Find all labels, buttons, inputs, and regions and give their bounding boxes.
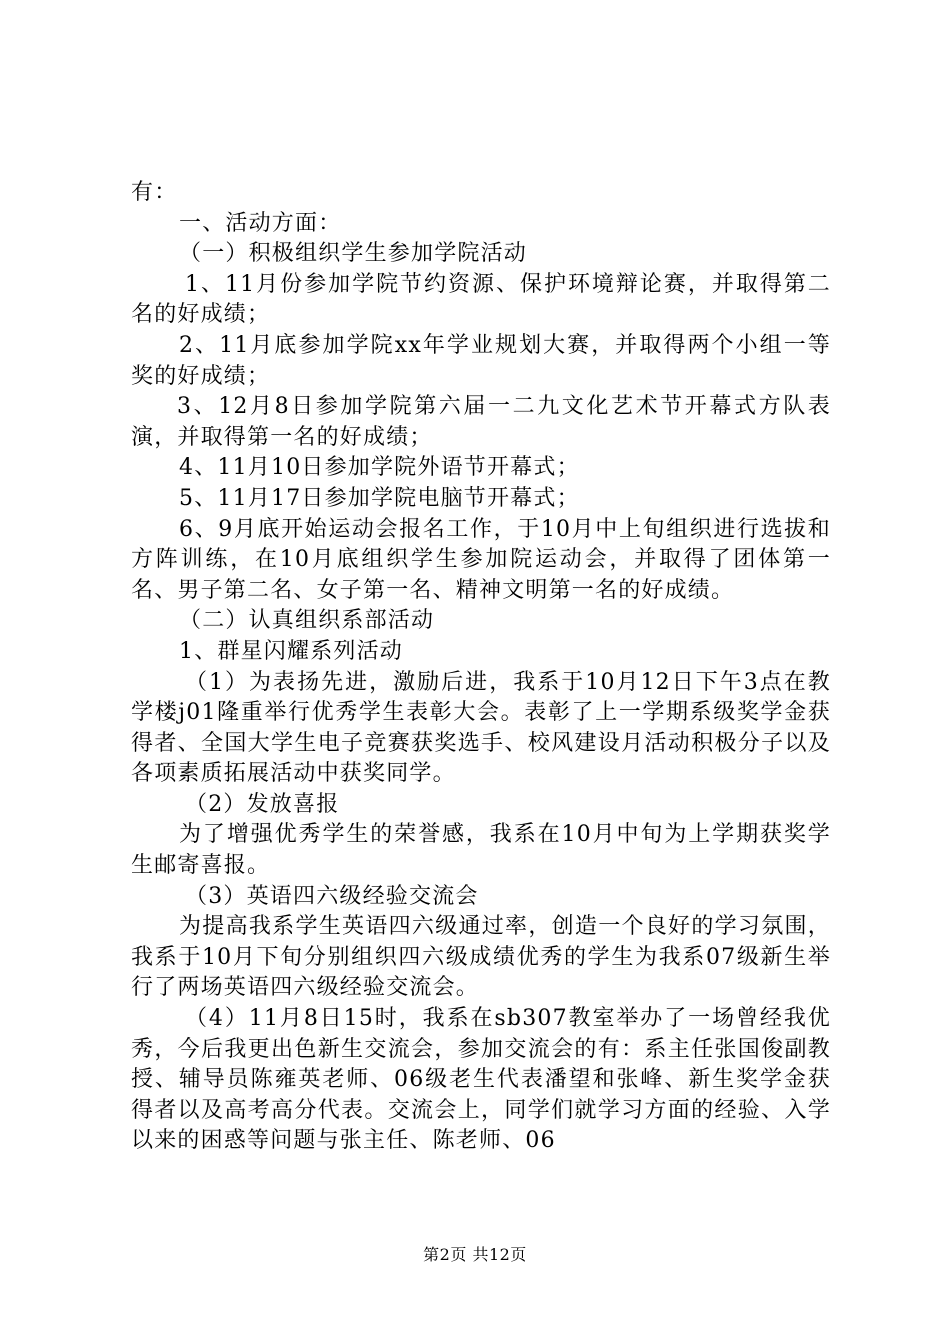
paragraph: （4）11月8日15时，我系在sb307教室举办了一场曾经我优秀，今后我更出色新生交流会，参加交流会的有：系主任张国俊副教授、辅导员陈雍英老师、06级老生代表潘望和张峰、新生奖学金获得者以及高考高分代表。交流会上，同学们就学习方面的经验、入学以来的困惑等问题与张主任、陈老师、06 [131,1006,831,1154]
item-heading: （2）发放喜报 [185,791,340,817]
page-number-footer: 第2页 共12页 [423,1245,527,1264]
list-item: 6、9月底开始运动会报名工作，于10月中上旬组织进行选拔和方阵训练，在10月底组织学生参加院运动会，并取得了团体第一名、男子第二名、女子第一名、精神文明第一名的好成绩。 [131,516,831,603]
paragraph: 为提高我系学生英语四六级通过率，创造一个良好的学习氛围，我系于10月下旬分别组织四六级成绩优秀的学生为我系07级新生举行了两场英语四六级经验交流会。 [131,914,831,1001]
item-heading: 1、群星闪耀系列活动 [179,638,403,664]
section-heading-activities: 一、活动方面： [179,210,342,236]
list-item: 3、12月8日参加学院第六届一二九文化艺术节开幕式方队表演，并取得第一名的好成绩； [131,394,831,450]
list-item: 5、11月17日参加学院电脑节开幕式； [179,485,580,511]
list-item: 4、11月10日参加学院外语节开幕式； [179,455,580,481]
paragraph: （1）为表扬先进，激励后进，我系于10月12日下午3点在教学楼j01隆重举行优秀学生表彰大会。表彰了上一学期系级奖学金获得者、全国大学生电子竞赛获奖选手、校风建设月活动积极分子以及各项素质拓展活动中获奖同学。 [131,669,831,787]
subsection-heading-department-activities: （二）认真组织系部活动 [179,608,435,634]
subsection-heading-college-activities: （一）积极组织学生参加学院活动 [179,241,528,267]
item-heading: （3）英语四六级经验交流会 [185,883,479,909]
document-body [131,178,831,1157]
paragraph: 为了增强优秀学生的荣誉感，我系在10月中旬为上学期获奖学生邮寄喜报。 [131,822,831,879]
list-item: 2、11月底参加学院xx年学业规划大赛，并取得两个小组一等奖的好成绩； [131,332,831,389]
paragraph-continuation: 有： [131,180,178,205]
list-item: 1、11月份参加学院节约资源、保护环境辩论赛，并取得第二名的好成绩； [131,271,831,328]
